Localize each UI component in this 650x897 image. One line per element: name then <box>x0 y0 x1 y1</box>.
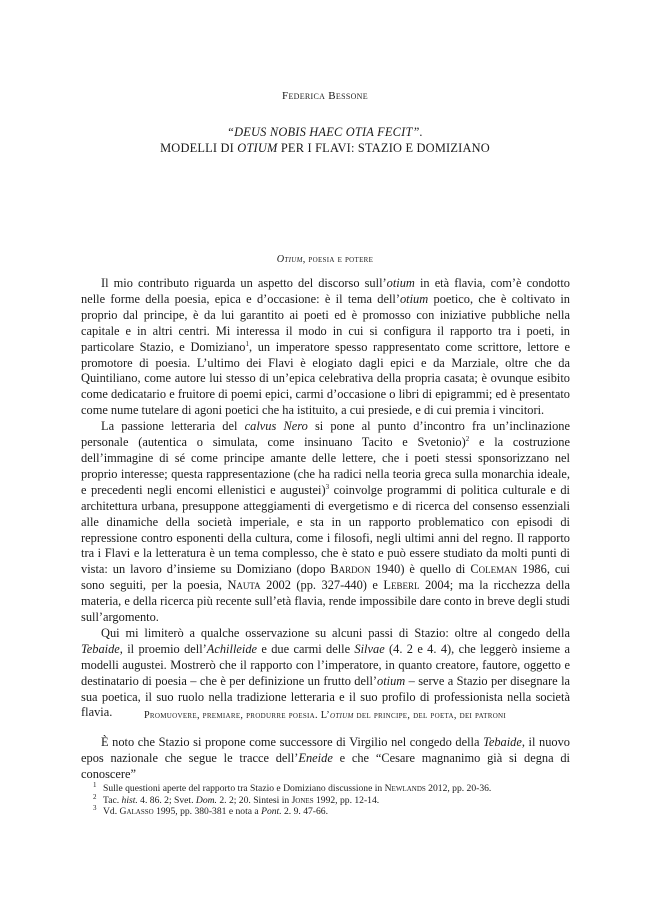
footnote <box>93 806 573 818</box>
italic-text: Pont. <box>261 806 282 818</box>
paragraph <box>81 735 570 783</box>
author-citation: Coleman <box>470 562 518 577</box>
footnotes <box>93 783 573 818</box>
author-citation: Nauta <box>227 578 261 593</box>
text-run: – serve a Stazio per disegnare la sua poetica, il suo ruolo nella tradizione letteraria e il suo profilo di professionista nella società flavia. <box>81 673 571 720</box>
italic-text: otium <box>377 673 406 688</box>
footnote-ref: 1 <box>245 339 249 348</box>
text-run: Il mio contributo riguarda un aspetto del discorso sull’ <box>101 276 387 290</box>
text-run: 4. 86. 2; Svet. <box>137 794 196 806</box>
footnote-ref: 2 <box>465 434 470 443</box>
footnote-number: 1 <box>93 781 97 789</box>
text-run: e due carmi delle <box>257 641 355 656</box>
author-citation: Jones <box>291 794 314 806</box>
text-run: Vd. <box>103 806 120 818</box>
text-run: La passione letteraria del <box>101 419 245 434</box>
title-line-1: “DEUS NOBIS HAEC OTIA FECIT”. <box>227 125 423 139</box>
text-run: 2. 2; 20. Sintesi in <box>216 794 292 806</box>
text-run: Qui mi limiterò a qualche osservazione su alcuni passi di Stazio: oltre al congedo della <box>101 625 570 640</box>
text-run: , il proemio dell’ <box>119 641 207 656</box>
text-run: Tac. <box>103 794 122 806</box>
author-citation: Leberl <box>383 578 420 593</box>
paragraph <box>81 626 570 721</box>
title-line-2: MODELLI DI OTIUM PER I FLAVI: STAZIO E DOMIZIANO <box>160 141 490 155</box>
text-run: , un imperatore spesso rappresentato come scrittore, lettore e promotore di poesia. L’ultimo dei Flavi è elogiato dagli epici e da Marziale, oltre che da Quintiliano, come autore lui stesso di un’epica celebrativa della propria casata; è ovunque esibito come dedicatario e fruitore di poemi epici, carmi d’occasione o libri di epigrammi; ed è presentato come nume tutelare di agoni poetici che ha istituito, a cui presiede, e di cui premia i vincitori. <box>81 339 570 418</box>
footnote-ref: 3 <box>325 482 330 491</box>
paragraph <box>81 419 570 626</box>
paragraph <box>81 276 570 419</box>
italic-text: Tebaide <box>483 735 522 749</box>
footnote <box>93 792 573 807</box>
italic-text: otium <box>329 710 354 721</box>
italic-text: Achilleide <box>206 641 258 656</box>
text-run: Sulle questioni aperte del rapporto tra Stazio e Domiziano discussione in <box>103 783 385 794</box>
section-heading-2 <box>0 710 650 721</box>
section-1-body <box>81 276 570 721</box>
italic-text: calvus Nero <box>244 419 308 434</box>
text-run: (4. 2 e 4. 4), che leggerò insieme a modelli augustei. Mostrerò che il rapporto con l’imperatore, in quanto creatore, fautore, oggetto e destinatario di poesia – che è per definizione un frutto dell’ <box>81 641 570 688</box>
text-run: 2002 (pp. 327-440) e <box>260 578 384 593</box>
text-run: si pone al punto d’incontro fra un’inclinazione personale (autentica o simulata, come insinuano Tacito e Svetonio) <box>81 419 570 450</box>
text-run: in età flavia, com’è condotto nelle forme della poesia, epica e d’occasione: è il tema dell’ <box>81 276 570 306</box>
italic-text: hist. <box>121 794 138 806</box>
text-run: 1992, pp. 12-14. <box>313 794 380 806</box>
italic-text: otium <box>399 291 429 306</box>
footnote <box>93 783 573 795</box>
text-run: 1995, pp. 380-381 e nota a <box>153 806 262 818</box>
text-run: 2004; ma la ricchezza della materia, e della ricerca più recente sull’età flavia, rende impossibile dare conto in breve degli studi sull’argomento. <box>81 578 570 625</box>
text-run: È noto che Stazio si propone come successore di Virgilio nel congedo della <box>101 735 484 749</box>
italic-text: Silvae <box>354 641 385 656</box>
footnote-number: 3 <box>93 804 97 813</box>
author-citation: Newlands <box>384 783 426 794</box>
text-run: e la costruzione dell’immagine di sé come principe amante delle lettere, che i poeti stessi sponsorizzano nel proprio interesse; questa rappresentazione (che ha radici nella teoria greca sulla monarchia ideale, e precedenti negli encomi ellenistici e augustei) <box>81 435 570 497</box>
text-run: , il nuovo epos nazionale che segue le tracce dell’ <box>81 735 570 765</box>
article-title <box>0 124 650 156</box>
section-2-body <box>81 735 570 783</box>
italic-text: Eneide <box>298 750 333 765</box>
text-run: 1986, cui sono seguiti, per la poesia, <box>81 562 570 593</box>
italic-text: Tebaide <box>81 641 120 656</box>
text-run: poetico, che è coltivato in proprio dal principe, è da lui garantito ai poeti ed è promosso con iniziative pubbliche nella capitale e in altri centri. Mi interessa il modo in cui si configura il rapporto tra i poeti, in particolare Stazio, e Domiziano <box>81 291 570 354</box>
italic-text: otium <box>386 276 415 290</box>
text-run: Promuovere, premiare, produrre poesia. L’ <box>143 710 330 721</box>
author-citation: Galasso <box>119 806 154 818</box>
author-citation: Bardon <box>330 562 371 577</box>
text-run: del principe, del poeta, dei patroni <box>353 710 507 721</box>
author-name: Federica Bessone <box>282 90 368 102</box>
section-heading-1: Otium, poesia e potere <box>276 254 374 265</box>
text-run: e che “Cesare magnanimo già si degna di conoscere” <box>81 750 571 781</box>
text-run: coinvolge programmi di politica culturale e di architettura urbana, presuppone atteggiamenti di evergetismo e di ricerca del consenso essenziali alle dinamiche della società imperiale, e sta in un rapporto problematico con episodi di repressione contro esponenti della cultura, come i filosofi, negli ultimi anni del regno. Il rapporto tra i Flavi e la letteratura è un tema complesso, che è stato e può essere studiato da molti punti di vista: un lavoro d’insieme su Domiziano (dopo <box>81 482 570 577</box>
footnote-number: 2 <box>93 792 97 801</box>
text-run: 2. 9. 47-66. <box>281 806 328 818</box>
text-run: 2012, pp. 20-36. <box>425 783 492 794</box>
italic-text: Dom. <box>195 794 217 806</box>
text-run: 1940) è quello di <box>370 562 471 577</box>
